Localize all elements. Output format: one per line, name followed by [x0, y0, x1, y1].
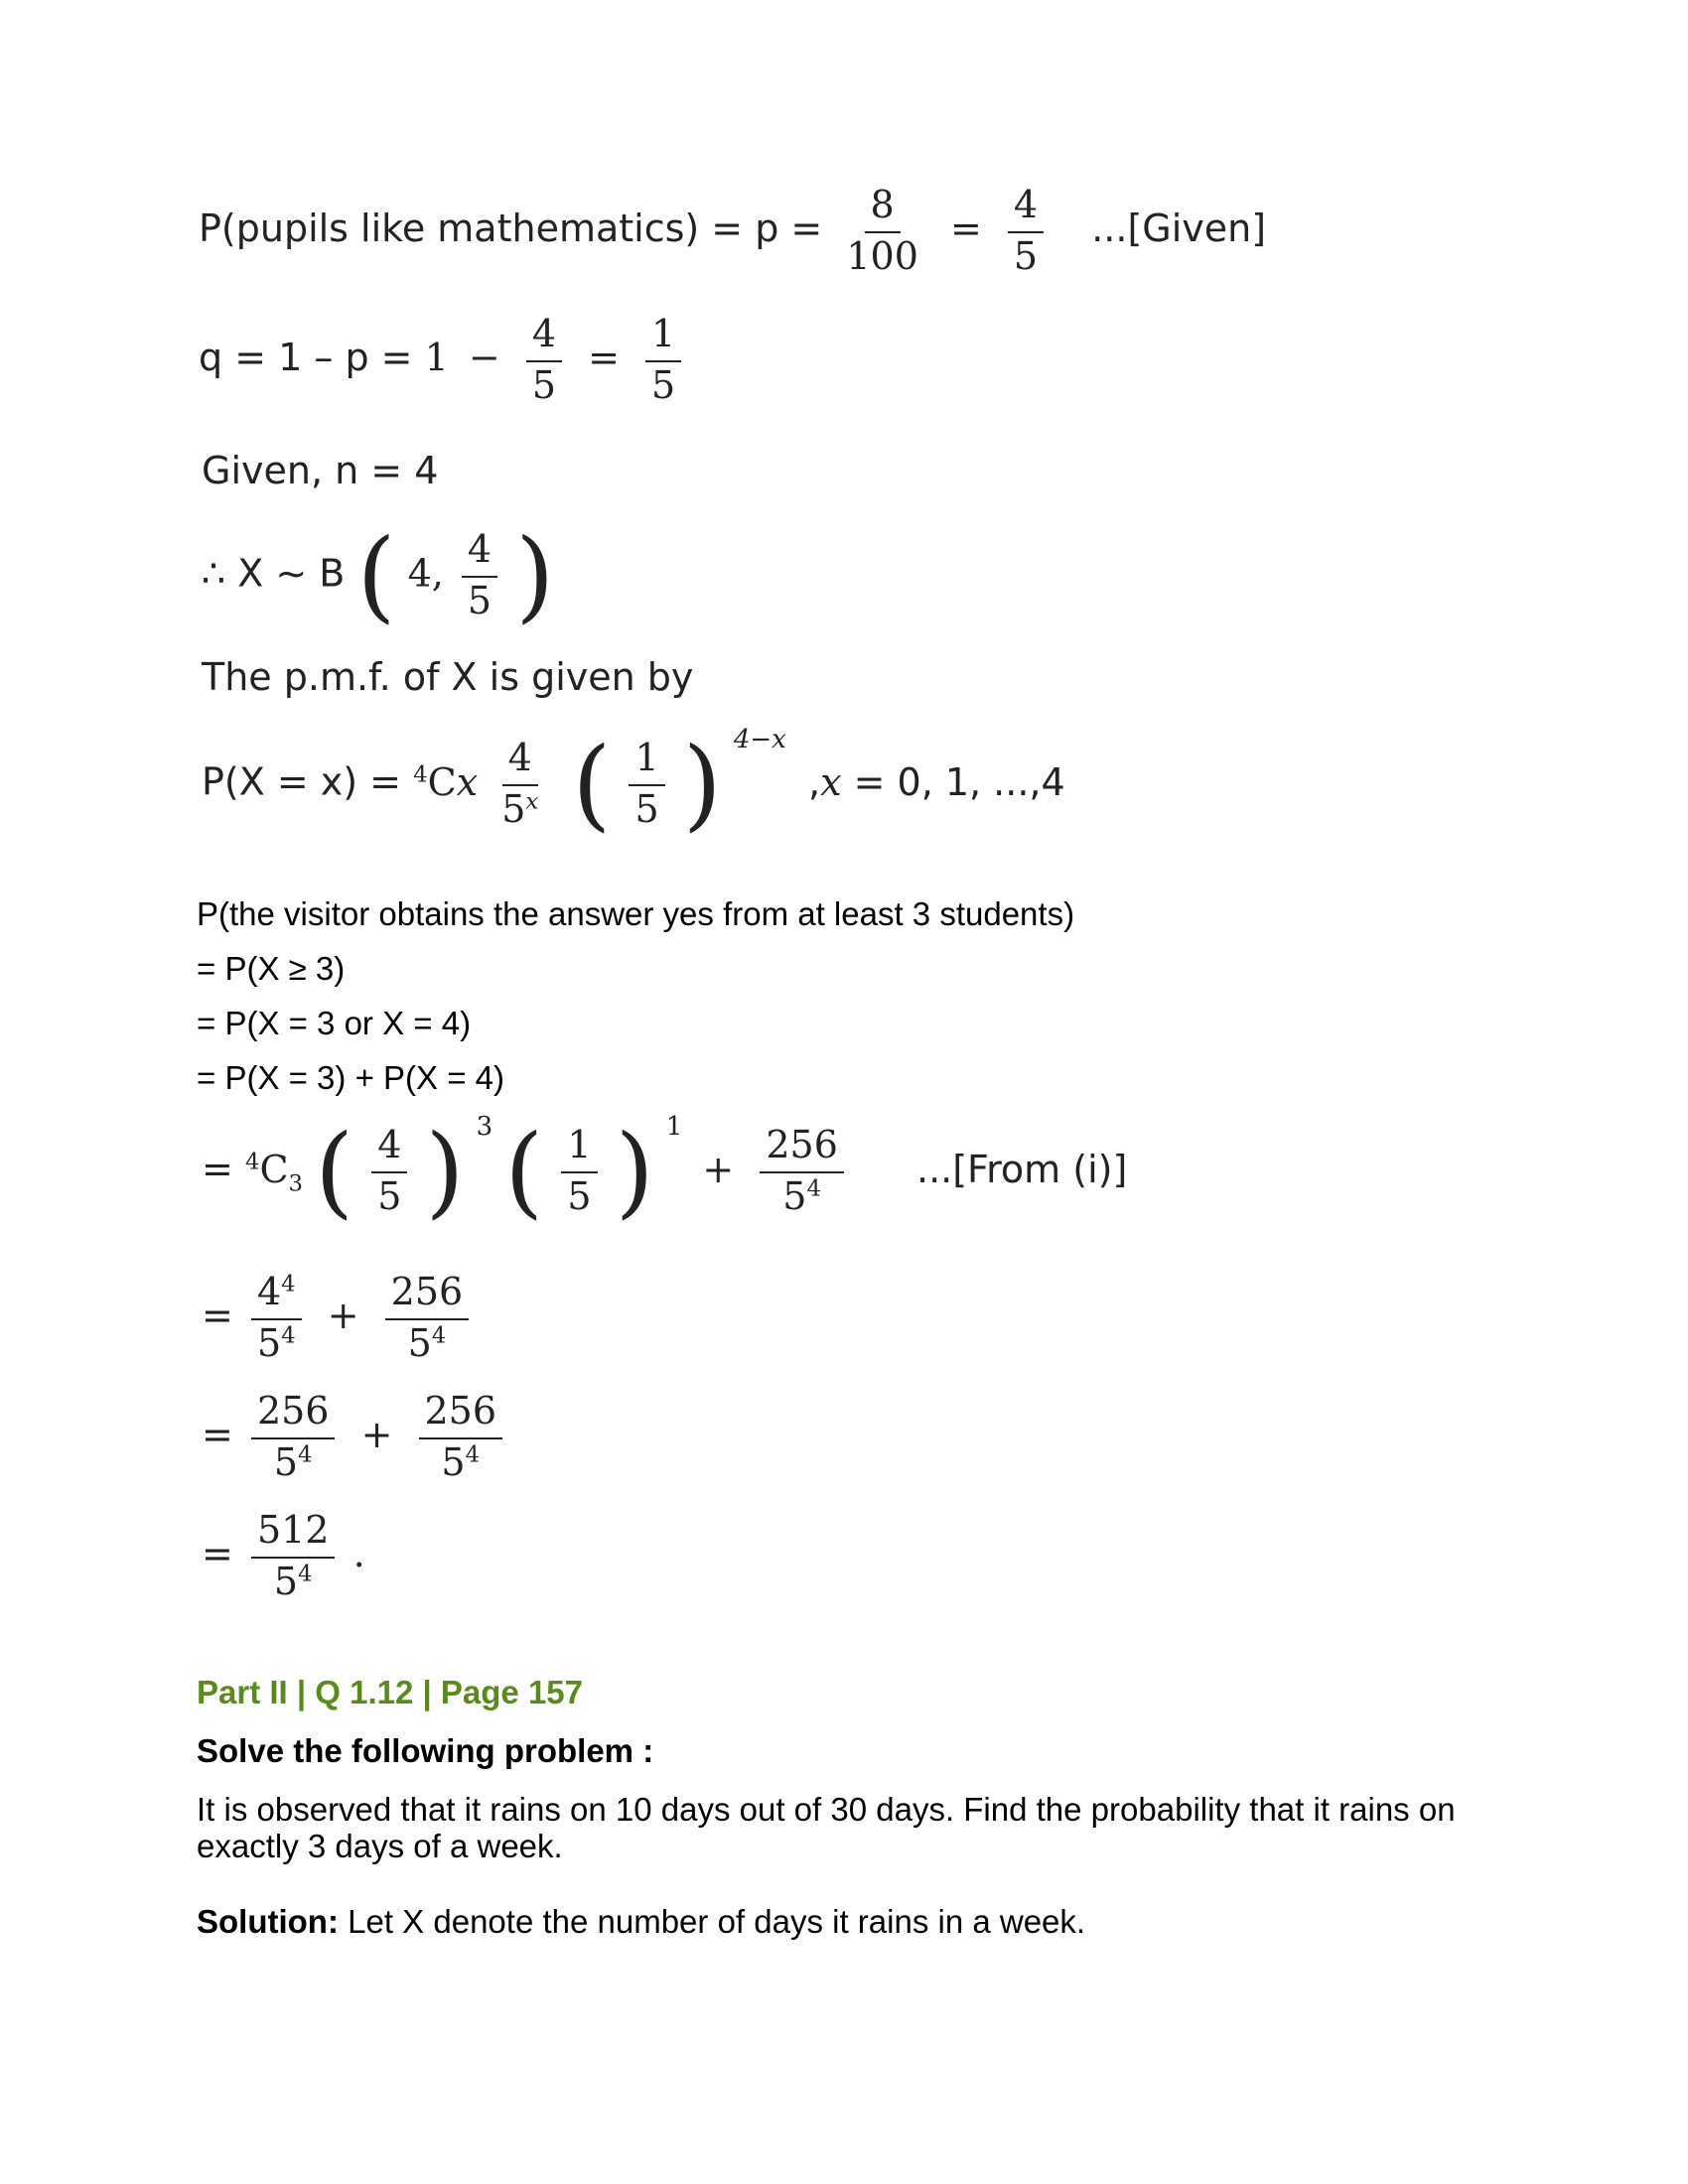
- denominator-base: 5: [273, 1439, 299, 1484]
- numerator: 256: [419, 1390, 503, 1439]
- result-line-3: [202, 1509, 365, 1603]
- left-paren: (: [315, 1113, 354, 1229]
- denominator: 5: [567, 1174, 592, 1218]
- solution-line: [197, 1903, 1085, 1941]
- result-line-2: [202, 1390, 508, 1484]
- fraction-256-over-5pow4: [385, 1271, 470, 1365]
- solution-text: Let X denote the number of days it rains in a week.: [338, 1903, 1086, 1940]
- result-line-1: [202, 1271, 475, 1365]
- fraction-4-over-5: [371, 1124, 407, 1218]
- solution-label: Solution:: [197, 1903, 339, 1940]
- combination-superscript: 4: [244, 1148, 260, 1174]
- denominator-exponent: 4: [298, 1561, 313, 1587]
- fraction-1-over-5: [561, 1124, 597, 1218]
- from-note: ...[From (i)]: [915, 1147, 1128, 1191]
- denominator-exponent: 4: [465, 1441, 481, 1468]
- pmf-formula: [202, 724, 1065, 842]
- denominator: [402, 1320, 453, 1366]
- fraction-512-over-5pow4: [251, 1509, 336, 1603]
- equals-sign: =: [202, 1294, 233, 1338]
- given-n-line: Given, n = 4: [202, 449, 439, 492]
- coeff-letter: C: [427, 759, 457, 804]
- combination-subscript: 3: [288, 1170, 304, 1197]
- denominator-exponent: x: [525, 788, 539, 815]
- denominator-base: 5: [273, 1559, 299, 1603]
- equals-sign: =: [588, 336, 620, 380]
- denominator: 100: [846, 233, 918, 278]
- right-paren: ): [515, 517, 555, 633]
- pmf-exponent: 4−x: [733, 724, 786, 754]
- denominator-exponent: 4: [281, 1322, 296, 1349]
- expansion-line: [202, 1111, 1128, 1229]
- fraction-1-over-5: [629, 737, 664, 831]
- pmf-range: ,x = 0, 1, ...,4: [807, 759, 1065, 804]
- denominator: 5: [1013, 233, 1039, 278]
- visitor-probability-line: P(the visitor obtains the answer yes from at least 3 students): [197, 895, 1075, 932]
- fraction-256-over-5pow4: [419, 1390, 503, 1484]
- numerator: 4: [502, 737, 538, 786]
- pmf-label: P(X = x) =: [202, 759, 402, 804]
- plus-sign: +: [327, 1294, 359, 1338]
- equals-sign: =: [202, 1147, 233, 1191]
- fraction-256-over-5-4: [760, 1124, 844, 1218]
- pmf-intro: The p.m.f. of X is given by: [202, 655, 694, 699]
- fraction-8-over-100: [840, 184, 924, 278]
- step-sum: = P(X = 3) + P(X = 4): [197, 1059, 504, 1096]
- denominator: [776, 1173, 827, 1219]
- denominator-base: 5: [501, 787, 526, 831]
- numerator: 4: [526, 313, 562, 362]
- numerator: 8: [865, 184, 901, 233]
- combination-4c3: [244, 1147, 304, 1197]
- numerator: 256: [760, 1124, 844, 1173]
- denominator-base: 5: [441, 1439, 466, 1484]
- right-paren: ): [682, 726, 722, 842]
- combination-letter: C: [259, 1147, 289, 1191]
- fraction-4-over-5: [462, 528, 497, 622]
- given-note: ...[Given]: [1091, 206, 1267, 251]
- coeff-variable: x: [456, 759, 479, 804]
- problem-statement-line-1: It is observed that it rains on 10 days out of 30 days. Find the probability that it rains on: [197, 1791, 1456, 1828]
- numerator: 4: [371, 1124, 407, 1173]
- equals-sign: =: [949, 206, 982, 251]
- numerator: 4: [1008, 184, 1044, 233]
- q-definition-line: [199, 313, 687, 407]
- exponent-3: 3: [476, 1111, 493, 1142]
- numerator: 4: [462, 528, 497, 578]
- problem-statement-line-2: exactly 3 days of a week.: [197, 1828, 563, 1864]
- right-paren: ): [425, 1113, 465, 1229]
- denominator: 5: [467, 579, 492, 622]
- coeff-superscript: 4: [413, 760, 428, 787]
- denominator: [435, 1439, 486, 1485]
- binomial-coefficient: [413, 760, 490, 804]
- numerator-exponent: 4: [281, 1271, 296, 1297]
- denominator: 5: [651, 362, 676, 407]
- denominator: [268, 1559, 319, 1604]
- numerator-base: 4: [256, 1270, 282, 1313]
- denominator: 5: [634, 787, 659, 831]
- denominator-exponent: 4: [431, 1322, 447, 1349]
- numerator: 1: [561, 1124, 597, 1173]
- range-variable: x: [820, 759, 842, 804]
- denominator: [251, 1320, 302, 1366]
- denominator-exponent: 4: [806, 1175, 821, 1202]
- numerator: [251, 1271, 302, 1320]
- right-paren: ): [615, 1113, 654, 1229]
- equals-sign: =: [202, 1413, 233, 1457]
- left-paren: (: [356, 517, 396, 633]
- left-paren: (: [572, 726, 612, 842]
- fraction-4-over-5: [1008, 184, 1044, 278]
- denominator-base: 5: [782, 1174, 807, 1218]
- equals-sign: =: [202, 1532, 233, 1576]
- trials-value: 4,: [407, 551, 444, 596]
- p-definition-line: [199, 184, 1266, 278]
- fraction-1-over-5: [645, 313, 681, 407]
- denominator-base: 5: [407, 1320, 432, 1365]
- distribution-line: [202, 517, 555, 633]
- denominator-base: 5: [256, 1320, 282, 1365]
- step-3-or-4: = P(X = 3 or X = 4): [197, 1005, 472, 1041]
- fraction-4-over-5: [526, 313, 562, 407]
- left-paren: (: [504, 1113, 544, 1229]
- one-value: 1: [424, 336, 449, 380]
- denominator-exponent: 4: [298, 1441, 313, 1468]
- q-label: q = 1 – p =: [199, 336, 413, 380]
- denominator: 5: [531, 362, 556, 407]
- plus-sign: +: [702, 1147, 735, 1191]
- step-ge-3: = P(X ≥ 3): [197, 950, 346, 987]
- period: .: [352, 1532, 365, 1576]
- denominator: 5: [377, 1174, 402, 1218]
- numerator: 512: [251, 1509, 336, 1559]
- numerator: 256: [251, 1390, 336, 1439]
- denominator: [268, 1439, 319, 1485]
- fraction-256-over-5pow4: [251, 1390, 336, 1484]
- numerator: 1: [645, 313, 681, 362]
- minus-sign: −: [468, 336, 500, 380]
- distribution-label: ∴ X ~ B: [202, 551, 346, 596]
- question-heading: Part II | Q 1.12 | Page 157: [197, 1674, 584, 1710]
- fraction-4-over-5x: [495, 737, 544, 831]
- numerator: 1: [629, 737, 664, 786]
- denominator: [495, 786, 544, 832]
- exponent-1: 1: [665, 1111, 683, 1142]
- range-values: = 0, 1, ...,4: [853, 759, 1065, 804]
- p-label: P(pupils like mathematics) = p =: [199, 206, 823, 251]
- problem-subheading: Solve the following problem :: [197, 1732, 654, 1769]
- fraction-4pow4-over-5pow4: [251, 1271, 302, 1365]
- numerator: 256: [385, 1271, 470, 1320]
- plus-sign: +: [360, 1413, 393, 1457]
